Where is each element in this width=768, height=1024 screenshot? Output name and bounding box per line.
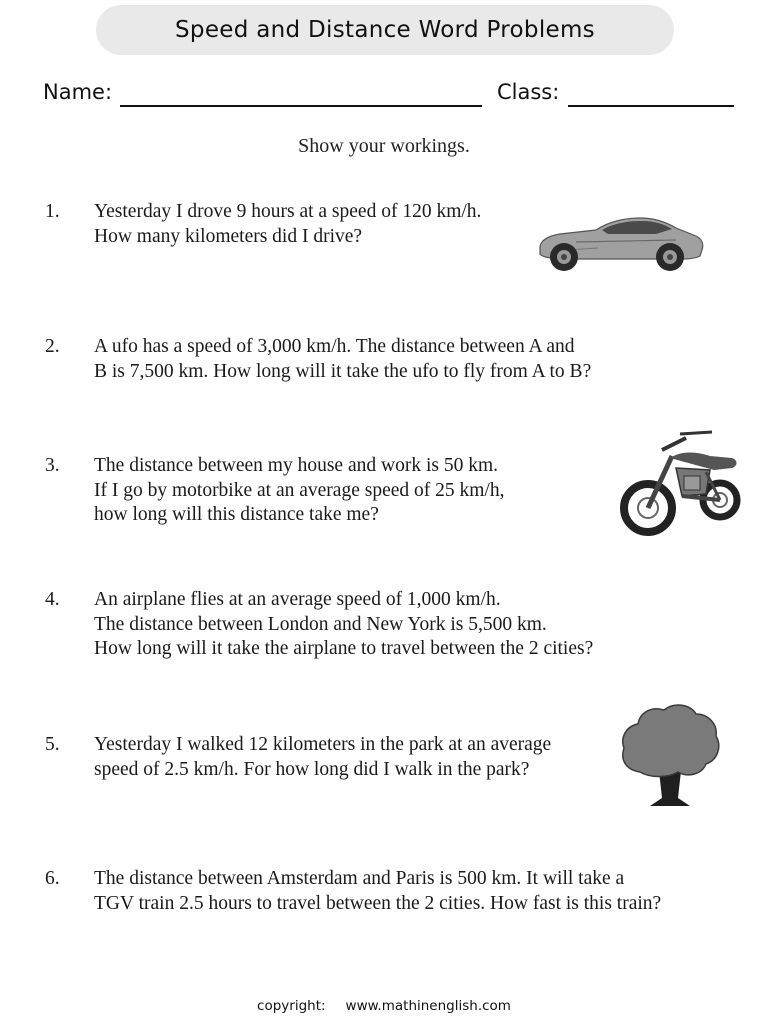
class-field-line[interactable]: [568, 105, 734, 107]
copyright-label: copyright:: [257, 998, 326, 1014]
problem-line: how long will this distance take me?: [94, 504, 379, 525]
problem-line: An airplane flies at an average speed of 1,000 km/h.: [94, 589, 501, 610]
problem-text: [94, 867, 661, 916]
problem-number: 4.: [45, 589, 60, 610]
problem-line: The distance between my house and work is 50 km.: [94, 455, 498, 476]
motorbike-icon: [620, 428, 742, 540]
problem-number: 6.: [45, 868, 60, 889]
problem-text: [94, 588, 593, 662]
problem-line: A ufo has a speed of 3,000 km/h. The distance between A and: [94, 336, 575, 357]
problem-line: B is 7,500 km. How long will it take the ufo to fly from A to B?: [94, 360, 592, 382]
website-link[interactable]: www.mathinenglish.com: [345, 998, 511, 1014]
problem-number: 5.: [45, 734, 60, 755]
problem-line: The distance between London and New York is 5,500 km.: [94, 613, 547, 635]
problem-line: Yesterday I drove 9 hours at a speed of 120 km/h.: [94, 201, 482, 222]
name-class-row: [43, 78, 743, 112]
problem-number: 3.: [45, 455, 60, 476]
problem-number: 2.: [45, 336, 60, 357]
title-banner: [96, 5, 674, 55]
problem-text: [94, 454, 504, 528]
problem-text: [94, 733, 551, 782]
problem-line: Yesterday I walked 12 kilometers in the park at an average: [94, 734, 552, 755]
name-label: Name:: [43, 80, 113, 104]
problem-line: speed of 2.5 km/h. For how long did I walk in the park?: [94, 758, 530, 780]
problem-number: 1.: [45, 201, 60, 222]
page-title: Speed and Distance Word Problems: [175, 17, 595, 43]
problem-line: The distance between Amsterdam and Paris is 500 km. It will take a: [94, 868, 625, 889]
name-field-line[interactable]: [120, 105, 482, 107]
problem-text: [94, 200, 481, 249]
problem-line: TGV train 2.5 hours to travel between the 2 cities. How fast is this train?: [94, 892, 662, 914]
problem-line: How long will it take the airplane to travel between the 2 cities?: [94, 638, 594, 659]
tree-icon: [618, 702, 722, 810]
instruction-text: Show your workings.: [298, 135, 470, 157]
class-label: Class:: [497, 80, 560, 104]
problem-text: [94, 335, 591, 384]
footer: [0, 998, 768, 1014]
problem-line: How many kilometers did I drive?: [94, 225, 363, 247]
problem-line: If I go by motorbike at an average speed of 25 km/h,: [94, 479, 505, 501]
car-icon: [536, 212, 706, 274]
